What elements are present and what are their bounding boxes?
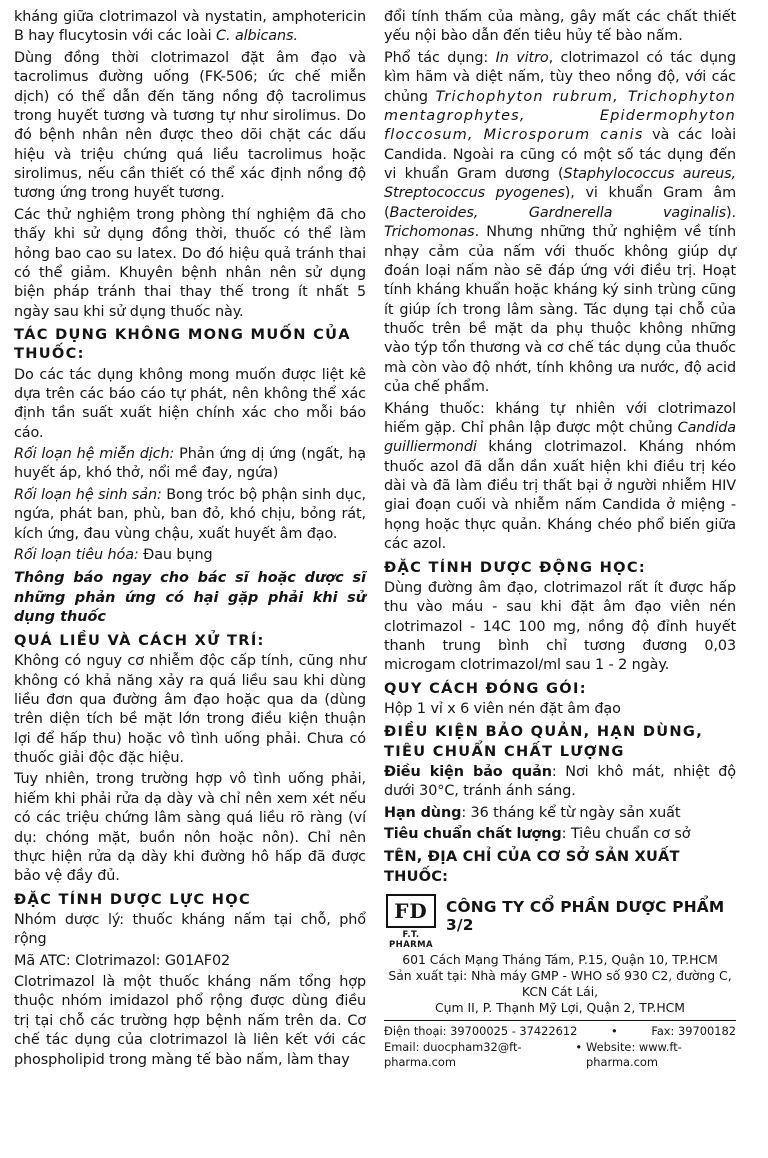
- divider: [384, 1020, 736, 1021]
- address-line-2: Sản xuất tại: Nhà máy GMP - WHO số 930 C2, đường C, KCN Cát Lái,: [388, 967, 732, 999]
- website-text[interactable]: Website: www.ft-pharma.com: [586, 1039, 682, 1070]
- paragraph-immune-disorders: [14, 445, 366, 484]
- paragraph-overdose-2: Tuy nhiên, trong trường hợp vô tình uống phải, hiếm khi phải rửa dạ dày và chỉ nên xem xét nếu có các triệu chứng lâm sàng quá liều rõ ràng (ví dụ: chóng mặt, buồn nôn hoặc nôn). Chỉ nên thực hiện rửa dạ dày khi đường hô hấp đã được bảo vệ đầy đủ.: [14, 771, 366, 885]
- paragraph-pharmacokinetics-body: Dùng đường âm đạo, clotrimazol rất ít được hấp thu vào máu - sau khi đặt âm đạo viên nén clotrimazol - 14C 100 mg, nồng độ đỉnh huyết thanh trung bình chỉ tương đương 0,03 microgam clotrimazol/ml sau 1 - 2 ngày.: [384, 579, 736, 674]
- heading-storage-expiry-quality: ĐIỀU KIỆN BẢO QUẢN, HẠN DÙNG, TIÊU CHUẨN CHẤT LƯỢNG: [384, 723, 704, 760]
- resistance-text-1: Kháng thuốc: kháng tự nhiên với clotrimazol hiếm gặp. Chỉ phân lập được một chủng: [384, 400, 736, 436]
- resistance-species: Candida guilliermondi: [384, 419, 736, 456]
- species-italic: C. albicans.: [216, 28, 298, 45]
- quality-text: : Tiêu chuẩn cơ sở: [561, 825, 691, 842]
- expiry-label: Hạn dùng: [384, 804, 462, 821]
- immune-text: Phản ứng dị ứng (ngất, hạ huyết áp, khó thở, nổi mề đay, ngứa): [14, 446, 366, 482]
- paragraph-resistance: [384, 400, 736, 555]
- in-vitro-italic: In vitro: [495, 49, 549, 66]
- contact-email-website: [384, 1040, 736, 1071]
- fax-text: Fax: 39700182: [651, 1024, 736, 1039]
- manufacturer-header: [384, 892, 736, 950]
- heading-pharmacodynamics: ĐẶC TÍNH DƯỢC LỰC HỌC: [14, 890, 251, 908]
- separator-dot: •: [575, 1039, 583, 1054]
- manufacturer-block: [384, 892, 736, 1071]
- email-text[interactable]: Email: duocpham32@ft-pharma.com: [384, 1039, 522, 1070]
- phone-text: Điện thoại: 39700025 - 37422612: [384, 1024, 578, 1039]
- paragraph-interaction-nystatin: [14, 8, 366, 47]
- paragraph-reproductive-disorders: [14, 486, 366, 544]
- paragraph-spectrum: [384, 49, 736, 398]
- species-list-1: Trichophyton rubrum, Trichophyton mentagrophytes, Epidermophyton floccosum, Microsporum canis: [384, 88, 736, 144]
- company-name: CÔNG TY CỔ PHẦN DƯỢC PHẨM 3/2: [446, 897, 725, 934]
- species-list-4: Trichomonas: [384, 224, 475, 241]
- separator-dot: •: [611, 1024, 618, 1039]
- spectrum-text-4: ), vi khuẩn Gram âm (: [384, 185, 737, 221]
- paragraph-expiry: [384, 804, 736, 823]
- heading-adverse-effects: TÁC DỤNG KHÔNG MONG MUỐN CỦA THUỐC:: [14, 326, 351, 363]
- logo-mark: FD: [386, 894, 436, 928]
- paragraph-gi-disorders: [14, 546, 366, 565]
- storage-label: Điều kiện bảo quản: [384, 763, 552, 780]
- address-line-3: Cụm II, P. Thạnh Mỹ Lợi, Quận 2, TP.HCM: [435, 1000, 685, 1016]
- paragraph-continuation: đổi tính thấm của màng, gây mất các chất thiết yếu nội bào dẫn đến tiêu hủy tế bào nấm.: [384, 9, 736, 45]
- spectrum-label: Phổ tác dụng:: [384, 49, 496, 66]
- heading-pharmacokinetics: ĐẶC TÍNH DƯỢC ĐỘNG HỌC:: [384, 558, 647, 576]
- address-line-1: 601 Cách Mạng Tháng Tám, P.15, Quận 10, TP.HCM: [402, 951, 718, 967]
- paragraph-tacrolimus: Dùng đồng thời clotrimazol đặt âm đạo và tacrolimus đường uống (FK-506; ức chế miễn dịch) có thể dẫn đến tăng nồng độ tacrolimus trong huyết tương và tương tự như sirolimus. Do đó bệnh nhân nên được theo dõi chặt các dấu hiệu và triệu chứng quá liều tacrolimus hoặc sirolimus, nếu cần thiết có thể xác định nồng độ tương ứng trong huyết tương.: [14, 49, 366, 202]
- expiry-text: : 36 tháng kể từ ngày sản xuất: [461, 804, 681, 821]
- company-logo: [384, 892, 438, 950]
- spectrum-text-3: và các loài Candida. Ngoài ra cũng có một số tác dụng đến vi khuẩn Gram dương (: [384, 127, 737, 182]
- left-column: [14, 8, 366, 1152]
- right-column: [384, 8, 736, 1152]
- species-list-2: Staphylococcus aureus, Streptococcus pyogenes: [384, 166, 737, 202]
- paragraph-latex: Các thử nghiệm trong phòng thí nghiệm đã cho thấy khi sử dụng đồng thời, thuốc có thể làm hỏng bao cao su latex. Do đó hiệu quả tránh thai có thể giảm. Khuyên bệnh nhân nên sử dụng biện pháp tránh thai thay thế trong ít nhất 5 ngày sau khi sử dụng thuốc này.: [14, 206, 366, 320]
- heading-overdose: QUÁ LIỀU VÀ CÁCH XỬ TRÍ:: [14, 631, 265, 649]
- spectrum-text-2: , clotrimazol có tác dụng kìm hãm và diệt nấm, tùy theo nồng độ, với các chủng: [384, 49, 736, 105]
- manufacturer-address: [384, 952, 736, 1017]
- paragraph-packaging: Hộp 1 vỉ x 6 viên nén đặt âm đạo: [384, 700, 621, 717]
- gi-label: Rối loạn tiêu hóa:: [14, 546, 139, 563]
- paragraph-atc-code: Mã ATC: Clotrimazol: G01AF02: [14, 952, 231, 969]
- contact-phone-fax: [384, 1024, 736, 1039]
- resistance-text-2: kháng clotrimazol. Kháng nhóm thuốc azol đã dẫn dần xuất hiện khi điều trị kéo dài và đã làm điều trị thất bại ở người nhiễm HIV giai đoạn cuối và nhiễm nấm Candida ở miệng - họng hoặc thực quản. Kháng chéo phổ biến giữa các azol.: [384, 439, 736, 553]
- paragraph-storage: [384, 763, 736, 802]
- reproductive-label: Rối loạn hệ sinh sản:: [14, 486, 162, 503]
- storage-text: : Nơi khô mát, nhiệt độ dưới 30°C, tránh ánh sáng.: [384, 763, 736, 800]
- paragraph-text: kháng giữa clotrimazol và nystatin, amphotericin B hay flucytosin với các loài: [14, 9, 366, 45]
- gi-text: Đau bụng: [138, 546, 213, 563]
- paragraph-pharmacologic-group: Nhóm dược lý: thuốc kháng nấm tại chỗ, phổ rộng: [14, 911, 366, 948]
- logo-caption: F.T. PHARMA: [389, 929, 433, 950]
- spectrum-text-6: . Nhưng những thử nghiệm về tính nhạy cảm của nấm với thuốc không giúp dự đoán loại nấm nào sẽ đáp ứng với điều trị. Hoạt tính kháng khuẩn hoặc kháng ký sinh trùng cũng ít giúp ích trong lâm sàng. Tác dụng tại chỗ của thuốc trên bề mặt da phụ thuộc không những vào týp tổn thương và cơ chế tác dụng của thuốc mà còn vào độ nhớt, tính không ưa nước, độ acid của chế phẩm.: [384, 224, 736, 396]
- quality-label: Tiêu chuẩn chất lượng: [384, 825, 562, 842]
- paragraph-adverse-intro: Do các tác dụng không mong muốn được liệt kê dựa trên các báo cáo tự phát, nên không thể xác định tần suất xuất hiện chính xác cho mỗi báo cáo.: [14, 366, 366, 441]
- immune-label: Rối loạn hệ miễn dịch:: [14, 446, 175, 462]
- spectrum-text-5: ).: [726, 204, 736, 221]
- paragraph-overdose-1: Không có nguy cơ nhiễm độc cấp tính, cũng như không có khả năng xảy ra quá liều sau khi dùng liều đơn qua đường âm đạo hoặc qua da (dùng trên diện tích bề mặt lớn trong điều kiện thuận lợi để hấp thu) hoặc vô tình uống phải. Chưa có thuốc giải độc đặc hiệu.: [14, 653, 366, 767]
- paragraph-pharmacodynamics-body: Clotrimazol là một thuốc kháng nấm tổng hợp thuộc nhóm imidazol phổ rộng được dùng điều trị tại chỗ các trường hợp bệnh nấm trên da. Cơ chế tác dụng của clotrimazol là liên kết với các phospholipid trong màng tế bào nấm, làm thay: [14, 974, 366, 1068]
- reproductive-text: Bong tróc bộ phận sinh dục, ngứa, phát ban, phù, ban đỏ, khó chịu, bỏng rát, kích ứng, đau vùng chậu, xuất huyết âm đạo.: [14, 486, 366, 542]
- species-list-3: Bacteroides, Gardnerella vaginalis: [389, 204, 726, 221]
- adverse-reaction-notice: Thông báo ngay cho bác sĩ hoặc dược sĩ những phản ứng có hại gặp phải khi sử dụng thuốc: [14, 570, 366, 626]
- paragraph-quality-standard: [384, 825, 736, 844]
- heading-packaging: QUY CÁCH ĐÓNG GÓI:: [384, 679, 587, 697]
- heading-manufacturer: TÊN, ĐỊA CHỈ CỦA CƠ SỞ SẢN XUẤT THUỐC:: [384, 848, 680, 885]
